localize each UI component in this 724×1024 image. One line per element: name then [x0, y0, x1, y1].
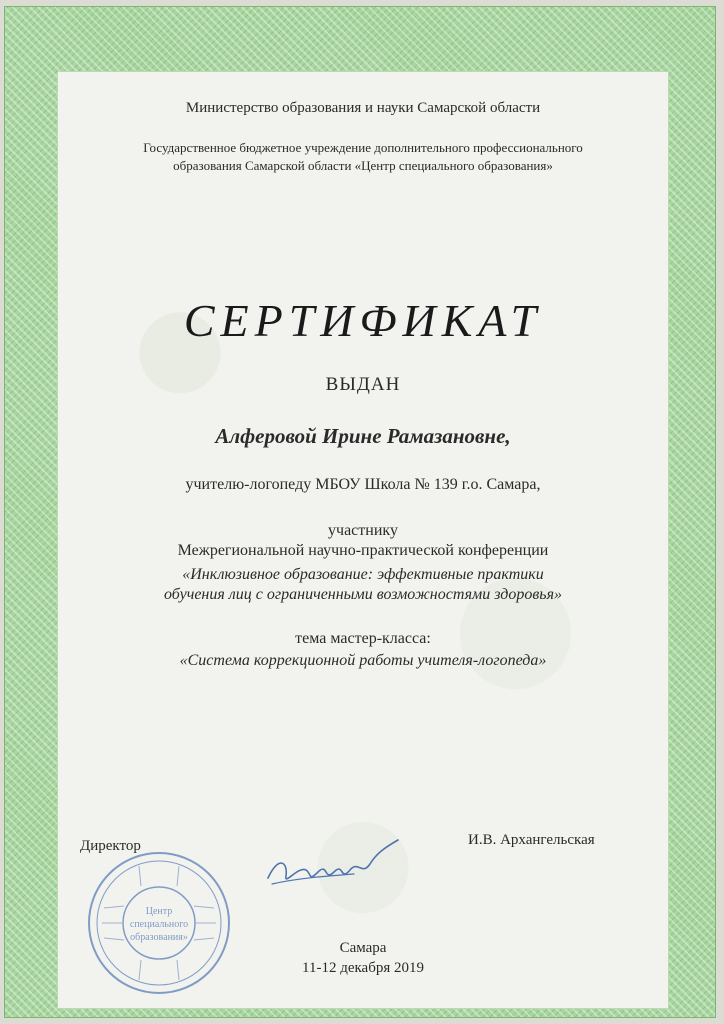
conference-name: Межрегиональной научно-практической конференции [177, 542, 549, 559]
director-name: И.В. Архангельская [468, 832, 595, 848]
director-label: Директор [80, 838, 141, 854]
recipient-name: Алферовой Ирине Рамазановне, [215, 424, 511, 448]
institution-name-line-2: образования Самарской области «Центр специального образования» [173, 158, 553, 173]
issue-date: 11-12 декабря 2019 [302, 960, 424, 976]
ministry-name: Министерство образования и науки Самарской области [185, 100, 541, 116]
stamp-text-line-1: Центр [145, 906, 173, 917]
stamp-text-line-3: образования» [130, 932, 188, 943]
institution-name-line-1: Государственное бюджетное учреждение дополнительного профессионального [143, 140, 583, 155]
conference-theme-line-1: «Инклюзивное образование: эффективные практики [182, 566, 544, 583]
certificate-border [4, 6, 716, 1018]
director-signature [258, 826, 408, 896]
issue-city: Самара [339, 940, 387, 956]
participant-label: участнику [328, 522, 398, 539]
recipient-position: учителю-логопеду МБОУ Школа № 139 г.о. Самара, [185, 476, 541, 493]
stamp-text-line-2: специального [129, 919, 189, 930]
certificate-body [58, 72, 668, 1008]
issued-label: ВЫДАН [325, 374, 401, 395]
master-class-label: тема мастер-класса: [295, 630, 431, 647]
master-class-title: «Система коррекционной работы учителя-логопеда» [179, 652, 547, 669]
conference-theme-line-2: обучения лиц с ограниченными возможностями здоровья» [163, 586, 563, 603]
certificate-title: СЕРТИФИКАТ [183, 295, 543, 346]
